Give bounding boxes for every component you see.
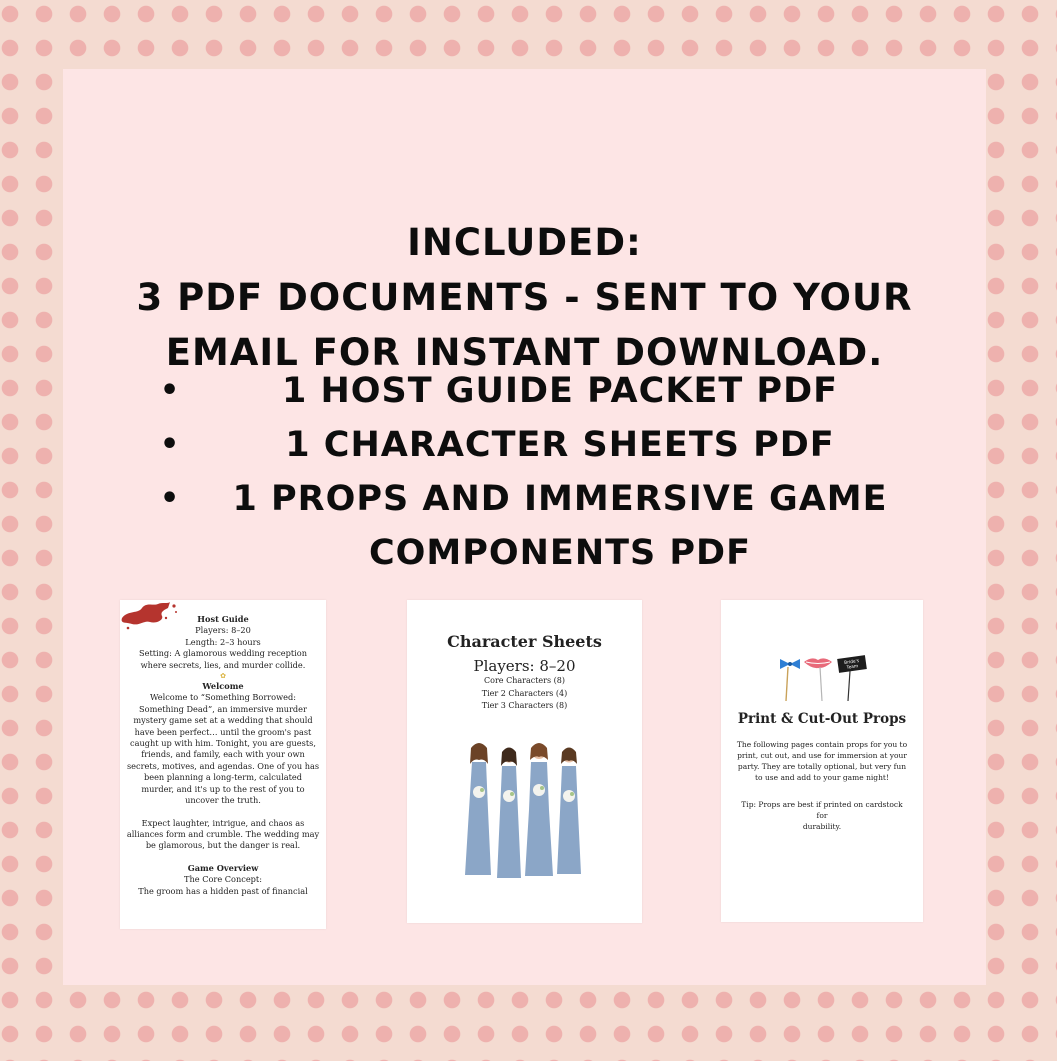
character-sheets-title: Character Sheets <box>447 632 602 651</box>
welcome-line: caught up with him. Tonight, you are guests, <box>130 738 316 749</box>
host-guide-preview <box>120 600 326 929</box>
groom-line: The groom has a hidden past of financial <box>138 885 308 896</box>
list-item-text: 1 HOST GUIDE PACKET PDF <box>281 371 839 411</box>
host-guide-players: Players: 8–20 <box>195 625 251 636</box>
welcome-line: mystery game set at a wedding that should <box>133 715 313 726</box>
bullet-icon: • <box>160 481 181 516</box>
lips-icon <box>804 658 832 701</box>
list-item-text-continued: COMPONENTS PDF <box>368 533 752 573</box>
list-item <box>160 418 900 472</box>
welcome-heading: Welcome <box>202 681 244 692</box>
heading-line-1: INCLUDED: <box>407 221 642 264</box>
props-tip: Tip: Props are best if printed on cardstock for durability. <box>741 800 903 831</box>
list-item-text: 1 PROPS AND IMMERSIVE GAME <box>232 479 888 519</box>
expect-line: Expect laughter, intrigue, and chaos as <box>141 817 305 828</box>
heading-line-2: 3 PDF DOCUMENTS - SENT TO YOUR <box>136 276 913 319</box>
tier-1-count: Core Characters (8) <box>484 676 565 685</box>
welcome-line: have been perfect… until the groom's past <box>134 726 312 737</box>
svg-text:Team: Team <box>846 664 859 671</box>
included-heading <box>63 215 986 380</box>
welcome-line: secrets, motives, and agendas. One of you has <box>126 760 320 771</box>
props-preview <box>721 600 923 922</box>
photo-props-illustration <box>776 653 871 703</box>
ribbon-icon: ✿ <box>220 672 226 681</box>
tier-3-count: Tier 3 Characters (8) <box>481 701 568 710</box>
heading-line-3: EMAIL FOR INSTANT DOWNLOAD. <box>165 331 884 374</box>
welcome-line: been planning a long-term, calculated <box>144 772 302 783</box>
tier-2-count: Tier 2 Characters (4) <box>481 688 568 698</box>
list-item <box>160 472 900 580</box>
welcome-line: Something Dead”, an immersive murder <box>139 703 307 714</box>
game-overview-heading: Game Overview <box>187 862 259 873</box>
list-item <box>160 364 900 418</box>
host-guide-title: Host Guide <box>197 614 249 624</box>
included-list <box>160 364 900 580</box>
bridesmaids-illustration <box>457 740 592 890</box>
host-guide-setting-1: Setting: A glamorous wedding reception <box>138 648 307 659</box>
svg-text:Bride's: Bride's <box>844 658 860 667</box>
list-item-text: 1 CHARACTER SHEETS PDF <box>285 425 835 465</box>
bullet-icon: • <box>160 373 181 408</box>
bow-tie-icon <box>780 659 800 701</box>
welcome-line: Welcome to “Something Borrowed: <box>150 692 296 703</box>
brides-team-sign-icon <box>837 655 867 701</box>
character-sheets-players: Players: 8–20 <box>473 657 576 675</box>
core-concept: The Core Concept: <box>184 874 262 885</box>
host-guide-length: Length: 2–3 hours <box>185 636 261 647</box>
host-guide-setting-2: where secrets, lies, and murder collide. <box>140 659 306 670</box>
expect-line: be glamorous, but the danger is real. <box>145 840 301 851</box>
expect-line: alliances form and crumble. The wedding may <box>126 828 320 839</box>
bullet-icon: • <box>160 427 181 462</box>
welcome-line: uncover the truth. <box>185 795 261 806</box>
welcome-line: friends, and family, each with your own <box>141 749 305 760</box>
props-description: The following pages contain props for you to print, cut out, and use for immersion at your party. They are totally optional, but very fun to use and add to your game night! <box>736 740 908 782</box>
character-sheets-preview <box>407 600 642 923</box>
welcome-line: murder, and it's up to the rest of you to <box>141 783 305 794</box>
props-title: Print & Cut-Out Props <box>737 711 907 727</box>
